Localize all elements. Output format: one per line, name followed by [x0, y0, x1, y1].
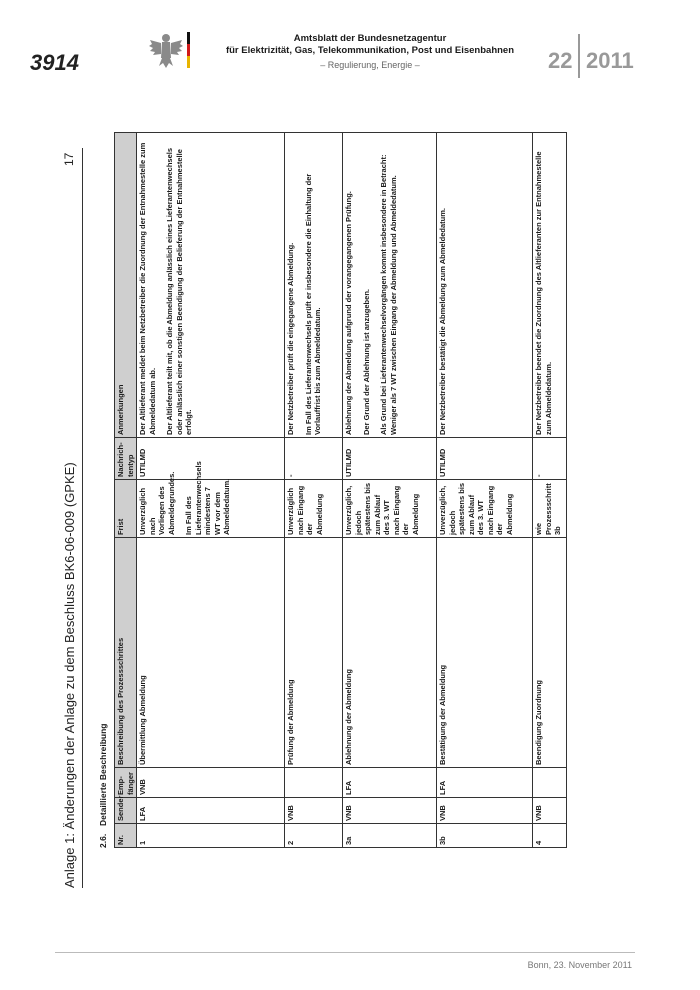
cell-msgtype: -: [285, 438, 343, 480]
cell-msgtype: UTILMD: [437, 438, 533, 480]
cell-nr: 3b: [437, 824, 533, 848]
col-header-msgtype: Nachrich-tentyp: [115, 438, 137, 480]
annex-title: Anlage 1: Änderungen der Anlage zu dem Beschluss BK6-06-009 (GPKE): [62, 462, 77, 888]
deadline-text: wie Prozessschritt 3b: [534, 483, 562, 535]
cell-receiver: LFA: [343, 768, 437, 798]
deadline-text: Unverzüglich, jedoch spätestens bis zum Ablauf des 3. WT nach Eingang der Abmeldung: [438, 482, 514, 535]
cell-deadline: [285, 480, 343, 538]
remark-text: Der Netzbetreiber prüft die eingegangene Abmeldung.: [286, 242, 295, 435]
remark-text: Der Netzbetreiber beendet die Zuordnung des Altlieferanten zur Entnahmestelle zum Abmeldedatum.: [534, 151, 553, 435]
annex-page-number: 17: [62, 152, 76, 166]
col-header-receiver: Emp-fänger: [115, 768, 137, 798]
section-number: 2.6.: [98, 833, 108, 848]
deadline-text: Unverzüglich, jedoch spätestens bis zum Ablauf des 3. WT nach Eingang der Abmeldung: [344, 482, 420, 535]
deadline-text: Unverzüglich nach Vorliegen des Abmeldegrundes.: [138, 471, 176, 535]
rotated-page-content: [62, 142, 582, 888]
cell-remarks: [285, 133, 343, 438]
cell-nr: 4: [533, 824, 567, 848]
cell-remarks: [137, 133, 285, 438]
cell-receiver: VNB: [137, 768, 285, 798]
cell-receiver: [533, 768, 567, 798]
footer-date: Bonn, 23. November 2011: [527, 960, 632, 970]
journal-subtitle: – Regulierung, Energie –: [320, 60, 420, 70]
cell-sender: VNB: [533, 798, 567, 824]
title-rule: [82, 148, 83, 888]
cell-msgtype: UTILMD: [343, 438, 437, 480]
footer-rule: [55, 952, 635, 953]
cell-sender: VNB: [343, 798, 437, 824]
cell-deadline: [343, 480, 437, 538]
remark-text: Als Grund bei Lieferantenwechselvorgängen kommt insbesondere in Betracht: Weniger als 7 WT zwischen Eingang der Abmeldung und Abmeldedatum.: [379, 154, 398, 435]
cell-nr: 3a: [343, 824, 437, 848]
col-header-sender: Sender: [115, 798, 137, 824]
table-row: [343, 133, 437, 848]
table-row: [137, 133, 285, 848]
cell-msgtype: UTILMD: [137, 438, 285, 480]
deadline-text: Im Fall des Lieferantenwechsels mindestens 7 WT vor dem Abmeldedatum.: [184, 461, 231, 535]
cell-sender: LFA: [137, 798, 285, 824]
journal-title: Amtsblatt der Bundesnetzagentur für Elektrizität, Gas, Telekommunikation, Post und Eisenbahnen: [225, 33, 515, 56]
col-header-deadline: Frist: [115, 480, 137, 538]
remark-text: Der Altlieferant meldet beim Netzbetreiber die Zuordnung der Entnahmestelle zum Abmeldedatum ab.: [138, 142, 157, 435]
cell-description: Bestätigung der Abmeldung: [437, 538, 533, 768]
issue-year: 2011: [586, 48, 634, 73]
issue-page-number: 3914: [30, 50, 79, 75]
process-table: [114, 132, 567, 848]
cell-nr: 1: [137, 824, 285, 848]
cell-remarks: [437, 133, 533, 438]
col-header-description: Beschreibung des Prozessschrittes: [115, 538, 137, 768]
table-row: [533, 133, 567, 848]
cell-deadline: [533, 480, 567, 538]
federal-eagle-icon: [148, 30, 184, 70]
cell-msgtype: -: [533, 438, 567, 480]
cell-sender: VNB: [437, 798, 533, 824]
cell-receiver: [285, 768, 343, 798]
cell-description: Beendigung Zuordnung: [533, 538, 567, 768]
remark-text: Der Netzbetreiber bestätigt die Abmeldung zum Abmeldedatum.: [438, 208, 447, 435]
table-row: [285, 133, 343, 848]
flag-bar-gold: [187, 56, 190, 68]
col-header-nr: Nr.: [115, 824, 137, 848]
cell-description: Prüfung der Abmeldung: [285, 538, 343, 768]
table-row: [437, 133, 533, 848]
cell-sender: VNB: [285, 798, 343, 824]
deadline-text: Unverzüglich nach Eingang der Abmeldung: [286, 485, 324, 535]
header-divider: [578, 34, 580, 78]
remark-text: Ablehnung der Abmeldung aufgrund der vorangegangenen Prüfung.: [344, 191, 353, 435]
issue-number: 22: [548, 48, 573, 73]
remark-text: Im Fall des Lieferantenwechsels prüft er insbesondere die Einhaltung der Vorlauffrist bis zum Abmeldedatum.: [303, 173, 322, 435]
col-header-remarks: Anmerkungen: [115, 133, 137, 438]
section-title: Detaillierte Beschreibung: [98, 723, 108, 826]
flag-bar-red: [187, 44, 190, 56]
cell-description: Ablehnung der Abmeldung: [343, 538, 437, 768]
cell-remarks: [343, 133, 437, 438]
cell-nr: 2: [285, 824, 343, 848]
flag-bar-black: [187, 32, 190, 44]
remark-text: Der Altlieferant teilt mit, ob die Abmeldung anlässlich eines Lieferantenwechsels oder anlässlich einer sonstigen Beendigung der Belieferung der Entnahmestelle erfolgt.: [165, 147, 193, 435]
cell-receiver: LFA: [437, 768, 533, 798]
remark-text: Der Grund der Ablehnung ist anzugeben.: [361, 289, 371, 435]
cell-remarks: [533, 133, 567, 438]
table-header-row: [115, 133, 137, 848]
cell-description: Übermittlung Abmeldung: [137, 538, 285, 768]
cell-deadline: [437, 480, 533, 538]
